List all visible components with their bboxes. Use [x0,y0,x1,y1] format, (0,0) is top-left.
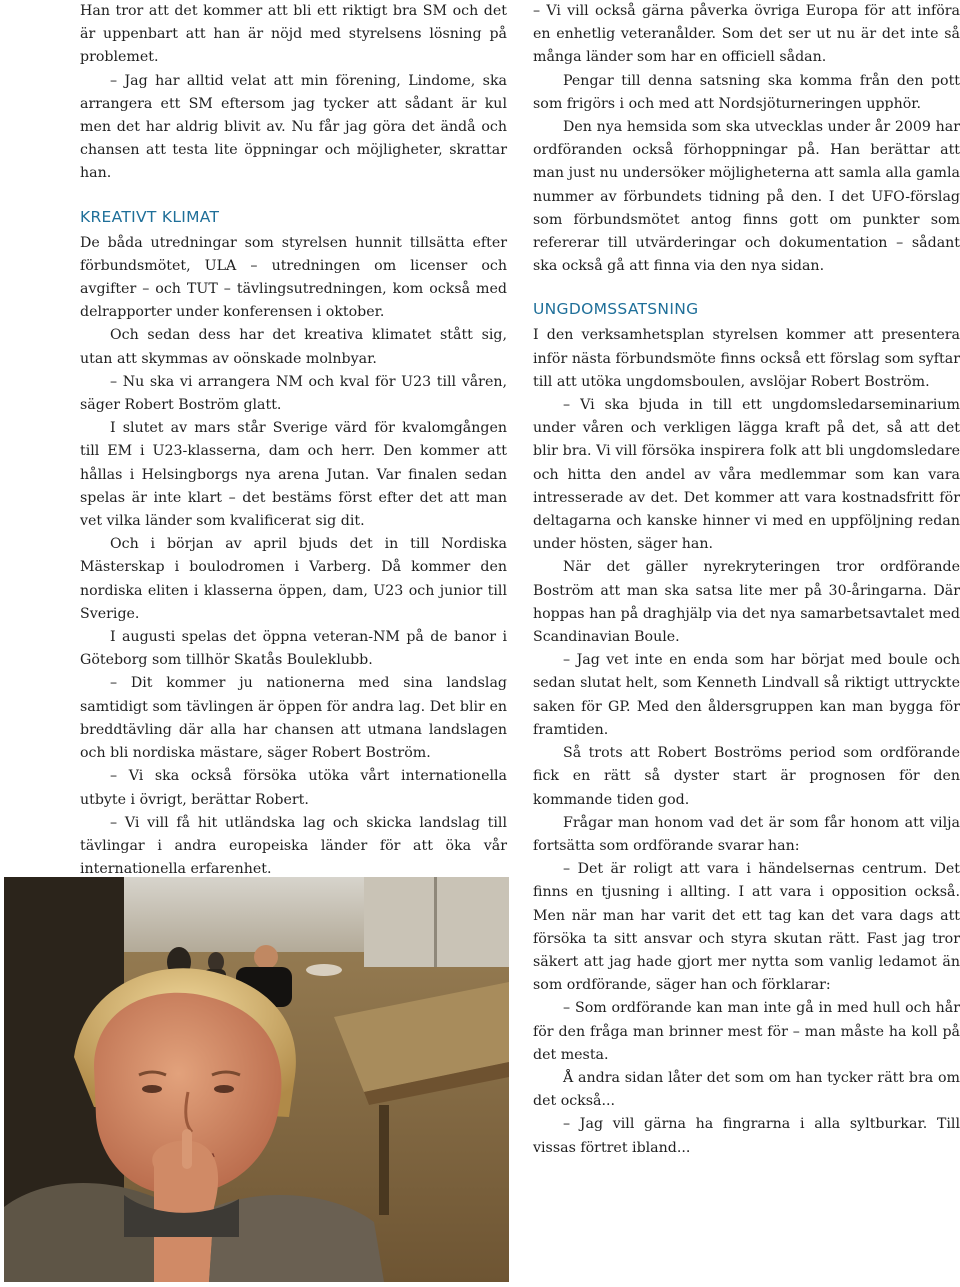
paragraph: När det gäller nyrekryteringen tror ordförande Boström att man ska satsa lite mer på 30-åringarna. Där hoppas han på draghjälp via det nya samarbetsavtalet med Scandinavian Boule. [533,559,960,646]
paragraph: – Dit kommer ju nationerna med sina landslag samtidigt som tävlingen är öppen för andra lag. Det blir en breddtävling där alla har chansen att utmana landslagen och bli nordiska mästare, säger Robert Boström. [80,675,507,762]
player-figure [254,945,278,969]
paragraph: – Jag har alltid velat att min förening, Lindome, ska arrangera ett SM eftersom jag tycker att sådant är kul men det har aldrig blivit av. Nu får jag göra det ändå och chansen att testa lite öppningar och möjligheter, skrattar han. [80,72,507,182]
paragraph: Och i början av april bjuds det in till Nordiska Mästerskap i boulodromen i Varberg. Då kommer den nordiska eliten i klasserna öppen, dam, U23 och junior till Sverige. [80,536,507,622]
paragraph: – Vi ska bjuda in till ett ungdomsledarseminarium under våren och verkligen lägga kraft på det, så att det blir bra. Vi vill försöka inspirera folk att bli ungdomsledare och hitta den andel av våra medlemmar som kan vara intresserade av det. Det kommer att vara kostnadsfritt för deltagarna och kanske hinner vi med en uppföljning redan under hösten, säger han. [533,397,960,553]
paragraph: – Vi ska också försöka utöka vårt internationella utbyte i övrigt, berättar Robert. [80,768,507,808]
paragraph: Å andra sidan låter det som om han tycker rätt bra om det också... [533,1069,960,1110]
paragraph: I den verksamhetsplan styrelsen kommer att presentera inför nästa förbundsmöte finns också ett förslag som syftar till att utöka ungdomsboulen, avslöjar Robert Boström. [533,327,960,390]
paragraph: I slutet av mars står Sverige värd för kvalomgången till EM i U23-klasserna, dam och herr. Den kommer att hållas i Helsingborgs nya arena Jutan. Var finalen sedan spelas är inte klart – det bestäms först efter det att man vet vilka länder som kvalificerat sig dit. [80,420,507,530]
portrait-photo [4,877,509,1282]
right-column [533,0,960,1160]
paragraph: – Vi vill få hit utländska lag och skicka landslag till tävlingar i andra europeiska länder för att öka vår internationella erfarenhet. [80,814,507,878]
paragraph: – Som ordförande kan man inte gå in med hull och hår för den fråga man brinner mest för – man måste ha koll på det mesta. [533,1000,960,1063]
paragraph: – Jag vill gärna ha fingrarna i alla syltburkar. Till vissas förtret ibland... [533,1116,960,1156]
photo-illustration [4,877,509,1282]
section-heading-ungdomssatsning: UNGDOMSSATSNING [533,300,699,319]
paragraph: I augusti spelas det öppna veteran-NM på de banor i Göteborg som tillhör Skatås Bouleklubb. [80,629,507,669]
paragraph: – Nu ska vi arrangera NM och kval för U23 till våren, säger Robert Boström glatt. [80,373,507,414]
paragraph: Och sedan dess har det kreativa klimatet stått sig, utan att skymmas av oönskade molnbyar. [80,327,507,367]
paragraph: Frågar man honom vad det är som får honom att vilja fortsätta som ordförande svarar han: [533,814,960,854]
paragraph: – Jag vet inte en enda som har börjat med boule och sedan slutat helt, som Kenneth Lindvall så riktigt uttryckte saken för GP. Med den åldersgruppen kan man bygga för framtiden. [533,652,960,738]
paragraph: Han tror att det kommer att bli ett riktigt bra SM och det är uppenbart att han är nöjd med styrelsens lösning på problemet. [80,3,507,66]
paragraph: Den nya hemsida som ska utvecklas under år 2009 har ordföranden också förhoppningar på. Han berättar att man just nu undersöker möjligheterna att samla alla gamla nummer av förbundets tidning på den. I det UFO-förslag som förbundsmötet antog finns gott om punkter som refererar till utvärderingar och dokumentation – sådant ska också gå att finna via den nya sidan. [533,119,960,275]
paragraph: Så trots att Robert Boströms period som ordförande fick en rätt så dyster start är prognosen för den kommande tiden god. [533,745,960,808]
paragraph: – Det är roligt att vara i händelsernas centrum. Det finns en tjusning i allting. I att vara i opposition också. Men när man har varit det ett tag kan det vara dags att försöka ta sitt ansvar och styra skutan rätt. Fast jag tror säkert att jag hade gjort mer nytta som vanlig ledamot än som ordförande, säger han och förklarar: [533,861,960,994]
paragraph: – Vi vill också gärna påverka övriga Europa för att införa en enhetlig veteranålder. Som det ser ut nu är det inte så många länder som har en officiell sådan. [533,3,960,66]
left-column [80,0,507,928]
section-heading-kreativt-klimat: KREATIVT KLIMAT [80,207,220,226]
paragraph: De båda utredningar som styrelsen hunnit tillsätta efter förbundsmötet, ULA – utredningen om licenser och avgifter – och TUT – tävlingsutredningen, kom också med delrapporter under konferensen i oktober. [80,234,507,321]
paragraph: Pengar till denna satsning ska komma från den pott som frigörs i och med att Nordsjöturneringen upphör. [533,72,960,112]
